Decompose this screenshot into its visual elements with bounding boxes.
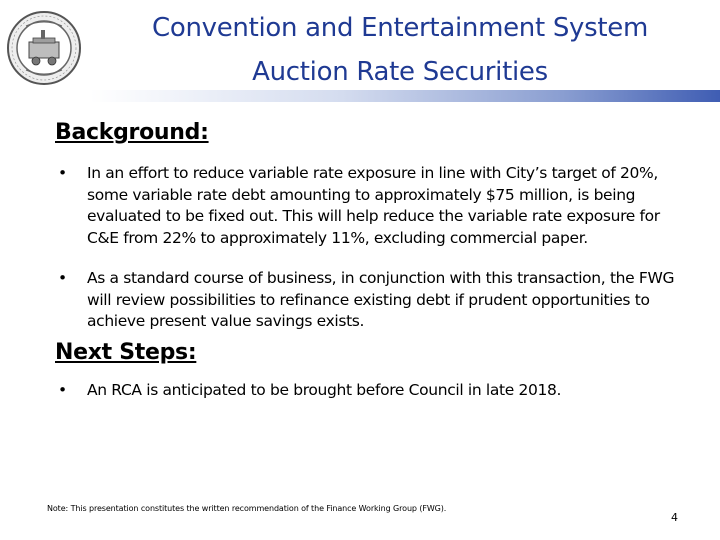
bullet-text: An RCA is anticipated to be brought before Council in late 2018. xyxy=(87,381,562,399)
title-line-2: Auction Rate Securities xyxy=(252,57,548,87)
background-heading: Background: xyxy=(55,120,209,145)
background-bullet-1 xyxy=(58,163,688,249)
bullet-text: As a standard course of business, in conjunction with this transaction, the FWG will review possibilities to refinance existing debt if prudent opportunities to achieve present value savings exists. xyxy=(87,269,675,330)
city-seal-icon xyxy=(6,10,82,86)
bullet-marker: • xyxy=(58,164,67,182)
bullet-marker: • xyxy=(58,381,67,399)
bullet-text: In an effort to reduce variable rate exposure in line with City’s target of 20%, some variable rate debt amounting to approximately $75 million, is being evaluated to be fixed out. This will help reduce the variable rate exposure for C&E from 22% to approximately 11%, excluding commercial paper. xyxy=(87,164,660,247)
footer-note: Note: This presentation constitutes the written recommendation of the Finance Working Group (FWG). xyxy=(47,504,447,513)
page-title xyxy=(95,6,705,94)
title-divider xyxy=(90,90,720,102)
title-line-1: Convention and Entertainment System xyxy=(152,13,648,43)
bullet-marker: • xyxy=(58,269,67,287)
background-bullet-2 xyxy=(58,268,688,333)
next-steps-bullet-1 xyxy=(58,380,688,402)
next-steps-heading: Next Steps: xyxy=(55,340,197,365)
page-number: 4 xyxy=(671,511,678,524)
